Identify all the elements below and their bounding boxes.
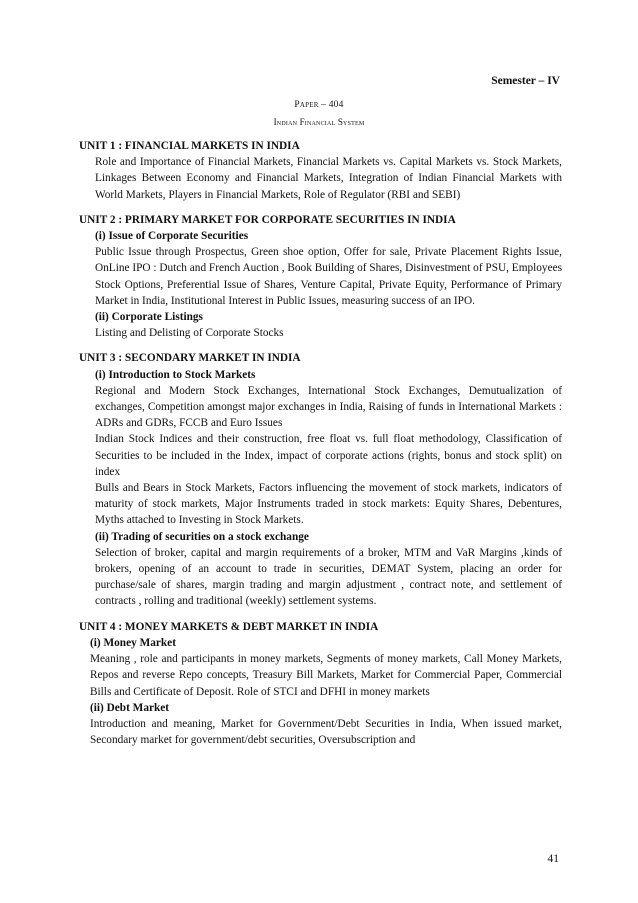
unit-2-title: UNIT 2 : PRIMARY MARKET FOR CORPORATE SECURITIES IN INDIA [79, 213, 456, 226]
subject-title: Indian Financial System [273, 117, 365, 127]
unit-4-paragraph-money-market: Meaning , role and participants in money markets, Segments of money markets, Call Money Markets, Repos and reverse Repo concepts, Treasury Bill Markets, Market for Commercial Paper, Commercial Bills and Certificate of Deposit. Role of STCI and DFHI in money markets [90, 653, 562, 698]
unit-3-subheading-intro: (i) Introduction to Stock Markets [95, 368, 256, 381]
unit-2-subheading-issue: (i) Issue of Corporate Securities [95, 230, 249, 243]
unit-4-paragraph-debt-market: Introduction and meaning, Market for Government/Debt Securities in India, When issued market, Secondary market for government/debt securities, Oversubscription and [90, 717, 562, 747]
unit-4 [79, 619, 562, 749]
unit-2 [79, 212, 562, 342]
unit-1 [79, 138, 562, 203]
unit-2-paragraph-listings: Listing and Delisting of Corporate Stocks [95, 327, 284, 340]
unit-3 [79, 350, 562, 609]
unit-3-paragraph-indices: Indian Stock Indices and their construction, free float vs. full float methodology, Classification of Securities to be included in the Index, impact of corporate actions (rights, bonus and stock split) on index [95, 433, 562, 478]
unit-3-title: UNIT 3 : SECONDARY MARKET IN INDIA [79, 352, 301, 365]
syllabus-content [79, 138, 562, 757]
page-number: 41 [547, 853, 559, 865]
semester-label: Semester – IV [491, 75, 560, 87]
unit-3-paragraph-exchanges: Regional and Modern Stock Exchanges, International Stock Exchanges, Demutualization of exchanges, Competition amongst major exchanges in India, Raising of funds in International Markets : ADRs and GDRs, FCCB and Euro Issues [95, 384, 562, 430]
unit-4-subheading-debt-market: (ii) Debt Market [90, 701, 170, 714]
unit-1-title: UNIT 1 : FINANCIAL MARKETS IN INDIA [79, 140, 300, 152]
unit-3-subheading-trading: (ii) Trading of securities on a stock exchange [95, 530, 309, 543]
unit-2-subheading-listings: (ii) Corporate Listings [95, 311, 203, 324]
unit-3-paragraph-bulls-bears: Bulls and Bears in Stock Markets, Factors influencing the movement of stock markets, indicators of maturity of stock markets, Major Instruments traded in stock markets: Equity Shares, Debentures, Myths attached to Investing in Stock Markets. [95, 482, 562, 527]
unit-1-paragraph: Role and Importance of Financial Markets, Financial Markets vs. Capital Markets vs. Stock Markets, Linkages Between Economy and Financial Markets, Integration of Indian Financial Markets with World Markets, Players in Financial Markets, Role of Regulator (RBI and SEBI) [95, 156, 562, 201]
unit-4-subheading-money-market: (i) Money Market [90, 636, 176, 649]
unit-3-paragraph-trading: Selection of broker, capital and margin requirements of a broker, MTM and VaR Margins ,kinds of brokers, opening of an account to trade in securities, DEMAT System, placing an order for purchase/sale of shares, margin trading and margin adjustment , contract note, and settlement of contracts , rolling and traditional (weekly) settlement systems. [95, 546, 562, 608]
paper-number: Paper – 404 [294, 100, 344, 110]
unit-4-title: UNIT 4 : MONEY MARKETS & DEBT MARKET IN INDIA [79, 620, 379, 633]
unit-2-paragraph-issue: Public Issue through Prospectus, Green shoe option, Offer for sale, Private Placement Rights Issue, OnLine IPO : Dutch and French Auction , Book Building of Shares, Disinvestment of PSU, Employees Stock Options, Preferential Issue of Shares, Venture Capital, Private Equity, Performance of Primary Market in India, Institutional Interest in Public Issues, measuring success of an IPO. [95, 246, 562, 307]
